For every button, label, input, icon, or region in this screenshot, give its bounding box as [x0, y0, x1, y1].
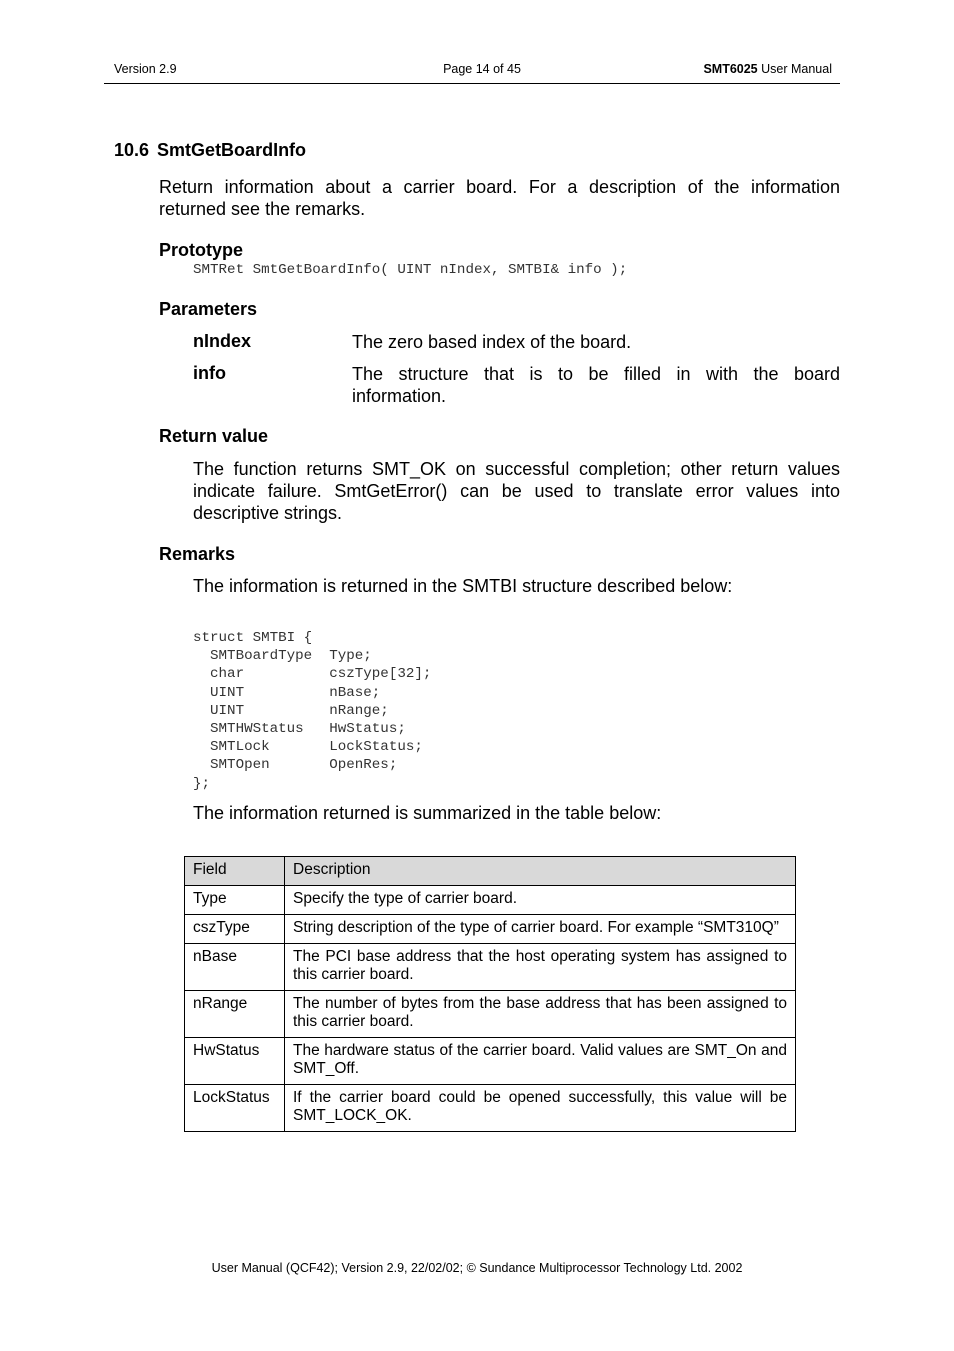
section-heading [114, 140, 306, 161]
param-name-info: info [193, 363, 226, 383]
header-version: Version 2.9 [114, 62, 177, 76]
table-cell-description: The number of bytes from the base address that has been assigned to this carrier board. [285, 991, 796, 1038]
table-row [185, 1085, 796, 1132]
param-desc-info-line-1: The structure that is to be filled in with the board [352, 364, 840, 384]
section-number: 10.6 [114, 140, 150, 160]
return-value-heading: Return value [159, 426, 269, 446]
table-cell-description: The hardware status of the carrier board. Valid values are SMT_On and SMT_Off. [285, 1038, 796, 1085]
table-cell-description: If the carrier board could be opened successfully, this value will be SMT_LOCK_OK. [285, 1085, 796, 1132]
prototype-code: SMTRet SmtGetBoardInfo( UINT nIndex, SMTBI& info ); [193, 262, 628, 278]
param-desc-nindex [352, 331, 840, 353]
parameters-heading: Parameters [159, 299, 258, 319]
remarks-heading: Remarks [159, 544, 236, 564]
param-desc-nindex-line-1: The zero based index of the board. [352, 332, 632, 352]
table-cell-field: nBase [185, 944, 285, 991]
table-row [185, 915, 796, 944]
param-desc-info-line-2: information. [352, 386, 447, 406]
summary-text: The information returned is summarized in the table below: [193, 803, 662, 823]
return-value-line-1: The function returns SMT_OK on successful completion; other return values [193, 459, 840, 479]
intro-paragraph [159, 176, 840, 220]
section-title: SmtGetBoardInfo [157, 140, 307, 160]
table-cell-description: Specify the type of carrier board. [285, 886, 796, 915]
return-value-line-3: descriptive strings. [193, 503, 343, 523]
table-cell-field: LockStatus [185, 1085, 285, 1132]
intro-line-1: Return information about a carrier board. For a description of the information [159, 177, 840, 197]
intro-line-2: returned see the remarks. [159, 199, 366, 219]
table-cell-description: The PCI base address that the host operating system has assigned to this carrier board. [285, 944, 796, 991]
header-title [703, 62, 832, 76]
page-footer: User Manual (QCF42); Version 2.9, 22/02/02; © Sundance Multiprocessor Technology Ltd. 2002 [211, 1261, 743, 1275]
table-header-row [185, 857, 796, 886]
table-cell-field: cszType [185, 915, 285, 944]
table-row [185, 886, 796, 915]
return-value-line-2: indicate failure. SmtGetError() can be used to translate error values into [193, 481, 840, 501]
table-row [185, 1038, 796, 1085]
param-name-nindex: nIndex [193, 331, 252, 351]
table-header-field: Field [185, 857, 285, 886]
header-page-number: Page 14 of 45 [443, 62, 521, 76]
header-product: SMT6025 [703, 62, 758, 76]
prototype-heading: Prototype [159, 240, 244, 260]
table-row [185, 991, 796, 1038]
remarks-text: The information is returned in the SMTBI structure described below: [193, 576, 733, 596]
header-manual: User Manual [761, 62, 832, 76]
param-desc-info [352, 363, 840, 407]
page-header [104, 61, 840, 84]
table-cell-field: Type [185, 886, 285, 915]
table-cell-field: nRange [185, 991, 285, 1038]
table-cell-description: String description of the type of carrier board. For example “SMT310Q” [285, 915, 796, 944]
table-cell-field: HwStatus [185, 1038, 285, 1085]
struct-code-block: struct SMTBI { SMTBoardType Type; char cszType[32]; UINT nBase; UINT nRange; SMTHWStatus HwStatus; SMTLock LockStatus; SMTOpen OpenRes; }; [193, 630, 432, 792]
table-header-description: Description [285, 857, 796, 886]
return-value-paragraph [193, 458, 840, 524]
info-table [184, 856, 796, 1132]
table-row [185, 944, 796, 991]
